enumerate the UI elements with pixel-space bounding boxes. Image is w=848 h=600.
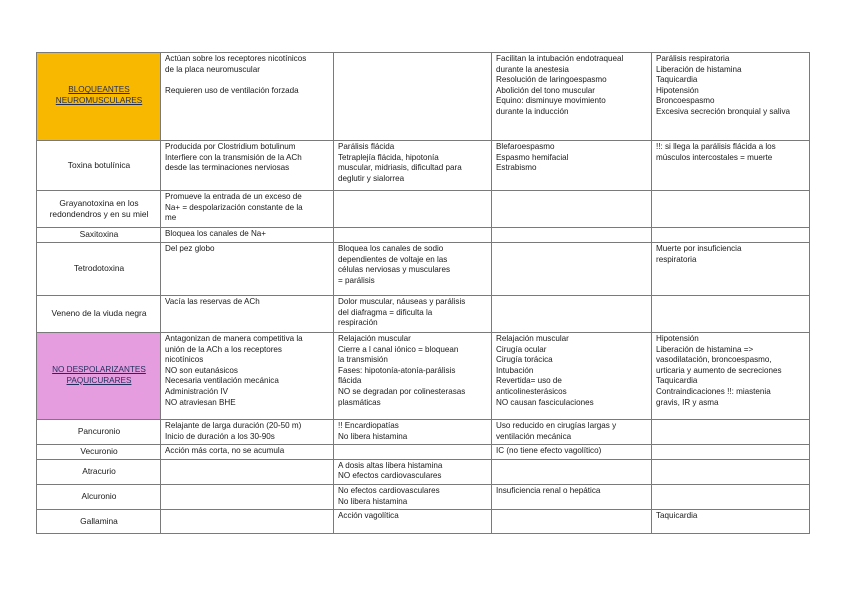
agent-name: Tetrodotoxina: [73, 263, 125, 274]
agent-name-cell: [37, 191, 161, 228]
table-row: [37, 53, 810, 141]
effects-cell: [334, 420, 492, 445]
cell-text: Blefaroespasmo Espasmo hemifacial Estrabismo: [496, 142, 569, 173]
cell-text: Uso reducido en cirugías largas y ventilación mecánica: [496, 421, 617, 441]
agent-name-cell: [37, 296, 161, 333]
effects-cell: [334, 53, 492, 141]
category-label: NO DESPOLARIZANTES PAQUICURARES: [52, 364, 146, 385]
agent-name-cell: [37, 141, 161, 191]
agent-name: Pancuronio: [77, 426, 121, 437]
agent-name-cell: [37, 420, 161, 445]
mechanism-cell: [161, 420, 334, 445]
table-row: [37, 191, 810, 228]
effects-cell: [334, 228, 492, 243]
cell-text: Relajante de larga duración (20-50 m) Inicio de duración a los 30-90s: [165, 421, 302, 441]
cell-text: A dosis altas libera histamina NO efectos cardiovasculares: [338, 460, 443, 481]
agent-name: Veneno de la viuda negra: [51, 308, 147, 319]
cell-text: Vacía las reservas de ACh: [165, 297, 260, 306]
table-row: [37, 420, 810, 445]
cell-text: Parálisis respiratoria Liberación de histamina Taquicardia Hipotensión Broncoespasmo Excesiva secreción bronquial y saliva: [656, 54, 791, 116]
mechanism-cell: [161, 296, 334, 333]
agent-name: Grayanotoxina en los redondendros y en su miel: [49, 197, 149, 219]
uses-cell: [492, 420, 652, 445]
adverse-cell: [652, 53, 810, 141]
mechanism-cell: [161, 191, 334, 228]
uses-cell: [492, 141, 652, 191]
category-label: BLOQUEANTES NEUROMUSCULARES: [55, 85, 143, 105]
mechanism-cell: [161, 459, 334, 484]
cell-text: Hipotensión Liberación de histamina => vasodilatación, broncoespasmo, urticaria y aumento de secreciones Taquicardia Contraindicaciones !!: miastenia gravis, IR y asma: [656, 334, 782, 407]
mechanism-cell: [161, 228, 334, 243]
table-body: [37, 53, 810, 534]
agent-name: Vecuronio: [80, 446, 118, 457]
mechanism-cell: [161, 141, 334, 191]
table-row: [37, 445, 810, 460]
cell-text: Relajación muscular Cierre a l canal iónico = bloquean la transmisión Fases: hipotonía-atonía-parálisis flácida NO se degradan por colinesterasas plasmáticas: [338, 334, 466, 407]
pharmacology-table: [36, 52, 810, 534]
cell-text: Producida por Clostridium botulinum Interfiere con la transmisión de la ACh desde las terminaciones nerviosas: [165, 142, 302, 173]
agent-name-cell: [37, 484, 161, 509]
mechanism-cell: [161, 445, 334, 460]
cell-text: Insuficiencia renal o hepática: [496, 485, 601, 495]
category-cell: [37, 333, 161, 420]
cell-text: !! Encardiopatías No libera histamina: [338, 421, 408, 441]
cell-text: Dolor muscular, náuseas y parálisis del diafragma = dificulta la respiración: [338, 297, 466, 328]
agent-name: Saxitoxina: [79, 229, 119, 240]
cell-text: Bloquea los canales de sodio dependientes de voltaje en las células nerviosas y musculares = parálisis: [338, 244, 451, 285]
cell-text: Muerte por insuficiencia respiratoria: [656, 244, 742, 264]
uses-cell: [492, 333, 652, 420]
adverse-cell: [652, 484, 810, 509]
cell-text: Acción más corta, no se acumula: [165, 446, 285, 456]
uses-cell: [492, 191, 652, 228]
effects-cell: [334, 191, 492, 228]
effects-cell: [334, 484, 492, 509]
mechanism-cell: [161, 333, 334, 420]
cell-text: Del pez globo: [165, 244, 215, 253]
cell-text: !!: si llega la parálisis flácida a los músculos intercostales = muerte: [656, 142, 776, 162]
mechanism-cell: [161, 484, 334, 509]
mechanism-cell: [161, 510, 334, 534]
agent-name-cell: [37, 459, 161, 484]
table-row: [37, 141, 810, 191]
uses-cell: [492, 53, 652, 141]
cell-text: Taquicardia: [656, 511, 698, 521]
agent-name-cell: [37, 228, 161, 243]
cell-text: Actúan sobre los receptores nicotínicos de la placa neuromuscular Requieren uso de ventilación forzada: [165, 54, 307, 95]
adverse-cell: [652, 243, 810, 296]
adverse-cell: [652, 510, 810, 534]
adverse-cell: [652, 296, 810, 333]
agent-name: Gallamina: [80, 515, 118, 526]
table-row: [37, 243, 810, 296]
agent-name-cell: [37, 243, 161, 296]
cell-text: Facilitan la intubación endotraqueal durante la anestesia Resolución de laringoespasmo Abolición del tono muscular Equino: disminuye movimiento durante la inducción: [496, 54, 624, 116]
table-row: [37, 459, 810, 484]
table-row: [37, 296, 810, 333]
mechanism-cell: [161, 243, 334, 296]
adverse-cell: [652, 141, 810, 191]
mechanism-cell: [161, 53, 334, 141]
uses-cell: [492, 484, 652, 509]
effects-cell: [334, 445, 492, 460]
adverse-cell: [652, 191, 810, 228]
uses-cell: [492, 243, 652, 296]
table-row: [37, 510, 810, 534]
effects-cell: [334, 141, 492, 191]
effects-cell: [334, 333, 492, 420]
agent-name-cell: [37, 445, 161, 460]
agent-name: Toxina botulínica: [67, 159, 131, 170]
agent-name: Atracurio: [82, 466, 116, 477]
table-row: [37, 333, 810, 420]
uses-cell: [492, 296, 652, 333]
table-row: [37, 484, 810, 509]
cell-text: Promueve la entrada de un exceso de Na+ = despolarización constante de la me: [165, 192, 303, 223]
effects-cell: [334, 459, 492, 484]
uses-cell: [492, 510, 652, 534]
adverse-cell: [652, 445, 810, 460]
cell-text: Acción vagolítica: [338, 511, 399, 521]
effects-cell: [334, 243, 492, 296]
effects-cell: [334, 296, 492, 333]
effects-cell: [334, 510, 492, 534]
adverse-cell: [652, 228, 810, 243]
agent-name-cell: [37, 510, 161, 534]
cell-text: Relajación muscular Cirugía ocular Cirugía torácica Intubación Revertida= uso de anticolinesterásicos NO causan fasciculaciones: [496, 334, 594, 407]
category-cell: [37, 53, 161, 141]
adverse-cell: [652, 333, 810, 420]
uses-cell: [492, 459, 652, 484]
cell-text: No efectos cardiovasculares No libera histamina: [338, 485, 440, 506]
cell-text: Bloquea los canales de Na+: [165, 229, 267, 238]
cell-text: IC (no tiene efecto vagolítico): [496, 446, 602, 456]
agent-name: Alcuronio: [81, 491, 117, 502]
uses-cell: [492, 228, 652, 243]
adverse-cell: [652, 459, 810, 484]
adverse-cell: [652, 420, 810, 445]
cell-text: Antagonizan de manera competitiva la unión de la ACh a los receptores nicotínicos NO son eutanásicos Necesaria ventilación mecánica Administración IV NO atraviesan BHE: [165, 334, 303, 407]
table-row: [37, 228, 810, 243]
uses-cell: [492, 445, 652, 460]
cell-text: Parálisis flácida Tetraplejía flácida, hipotonía muscular, midriasis, dificultad para deglutir y sialorrea: [338, 142, 462, 183]
